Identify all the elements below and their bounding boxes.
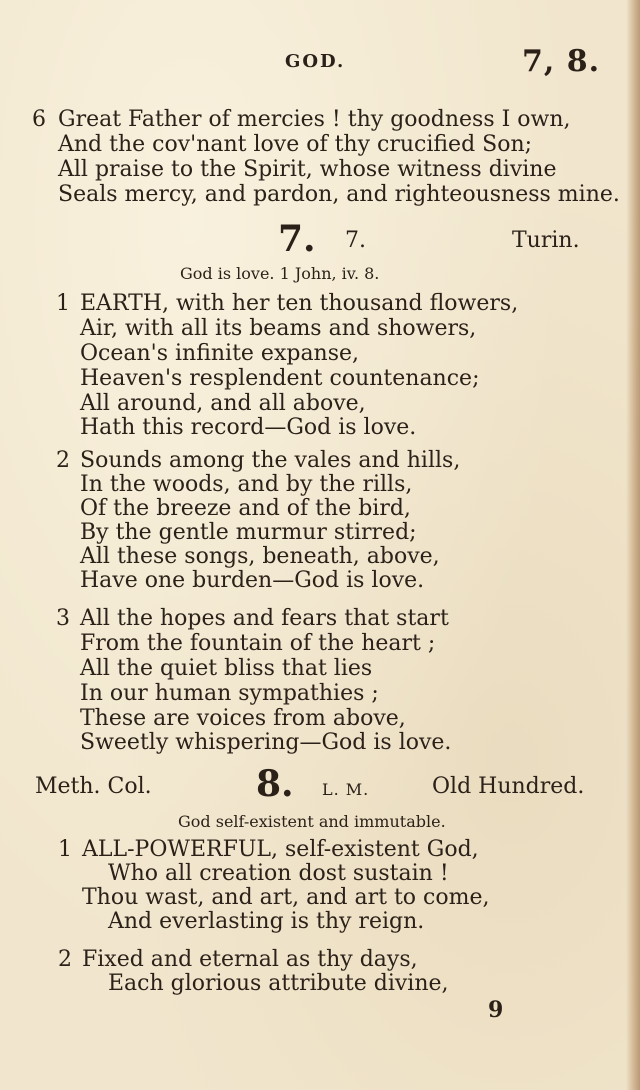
hymn-7-tune: Turin. bbox=[512, 228, 580, 253]
verse-line: From the fountain of the heart ; bbox=[80, 631, 436, 656]
verse-line: Have one burden—God is love. bbox=[80, 568, 425, 593]
hymn-7-number: 7. bbox=[278, 218, 316, 260]
verse-line: And the cov'nant love of thy crucified Son; bbox=[58, 132, 533, 157]
verse-line: Thou wast, and art, and art to come, bbox=[82, 885, 490, 910]
verse-line: Each glorious attribute divine, bbox=[108, 971, 449, 996]
verse-number: 1 bbox=[58, 837, 72, 862]
verse-number: 2 bbox=[58, 947, 72, 972]
hymn-8-source: Meth. Col. bbox=[35, 774, 152, 799]
verse-line: All the quiet bliss that lies bbox=[80, 656, 373, 681]
verse-line: All praise to the Spirit, whose witness divine bbox=[58, 157, 557, 182]
verse-number: 3 bbox=[56, 606, 70, 631]
verse-line: In the woods, and by the rills, bbox=[80, 472, 413, 497]
verse-line: Fixed and eternal as thy days, bbox=[82, 947, 418, 972]
page-edge-shadow bbox=[626, 0, 640, 1090]
running-header-title: GOD. bbox=[285, 51, 346, 72]
verse-line: ALL-POWERFUL, self-existent God, bbox=[82, 837, 479, 862]
verse-line: Air, with all its beams and showers, bbox=[80, 316, 477, 341]
verse-line: All around, and all above, bbox=[80, 391, 366, 416]
verse-line: In our human sympathies ; bbox=[80, 681, 379, 706]
verse-line: Great Father of mercies ! thy goodness I own, bbox=[58, 107, 571, 132]
verse-line: Who all creation dost sustain ! bbox=[108, 861, 449, 886]
verse-line: All these songs, beneath, above, bbox=[80, 544, 440, 569]
verse-line: Seals mercy, and pardon, and righteousness mine. bbox=[58, 182, 620, 207]
hymn-7-meter: 7. bbox=[345, 228, 366, 253]
page-number: 9 bbox=[488, 997, 504, 1023]
hymn-8-meter: L. M. bbox=[322, 780, 370, 799]
hymn-8-tune: Old Hundred. bbox=[432, 774, 585, 799]
verse-line: All the hopes and fears that start bbox=[80, 606, 449, 631]
verse-number: 2 bbox=[56, 448, 70, 473]
verse-line: Hath this record—God is love. bbox=[80, 415, 417, 440]
hymn-7-subtitle: God is love. 1 John, iv. 8. bbox=[180, 264, 380, 283]
running-header-numbers: 7, 8. bbox=[522, 44, 601, 79]
verse-line: Sweetly whispering—God is love. bbox=[80, 730, 452, 755]
verse-number: 1 bbox=[56, 291, 70, 316]
verse-line: EARTH, with her ten thousand flowers, bbox=[80, 291, 519, 316]
verse-number: 6 bbox=[32, 107, 46, 132]
verse-line: And everlasting is thy reign. bbox=[108, 909, 425, 934]
verse-line: Sounds among the vales and hills, bbox=[80, 448, 461, 473]
verse-line: Of the breeze and of the bird, bbox=[80, 496, 411, 521]
hymn-8-number: 8. bbox=[256, 763, 294, 805]
verse-line: These are voices from above, bbox=[80, 706, 406, 731]
hymn-8-subtitle: God self-existent and immutable. bbox=[178, 812, 446, 831]
verse-line: Heaven's resplendent countenance; bbox=[80, 366, 480, 391]
verse-line: By the gentle murmur stirred; bbox=[80, 520, 417, 545]
verse-line: Ocean's infinite expanse, bbox=[80, 341, 360, 366]
